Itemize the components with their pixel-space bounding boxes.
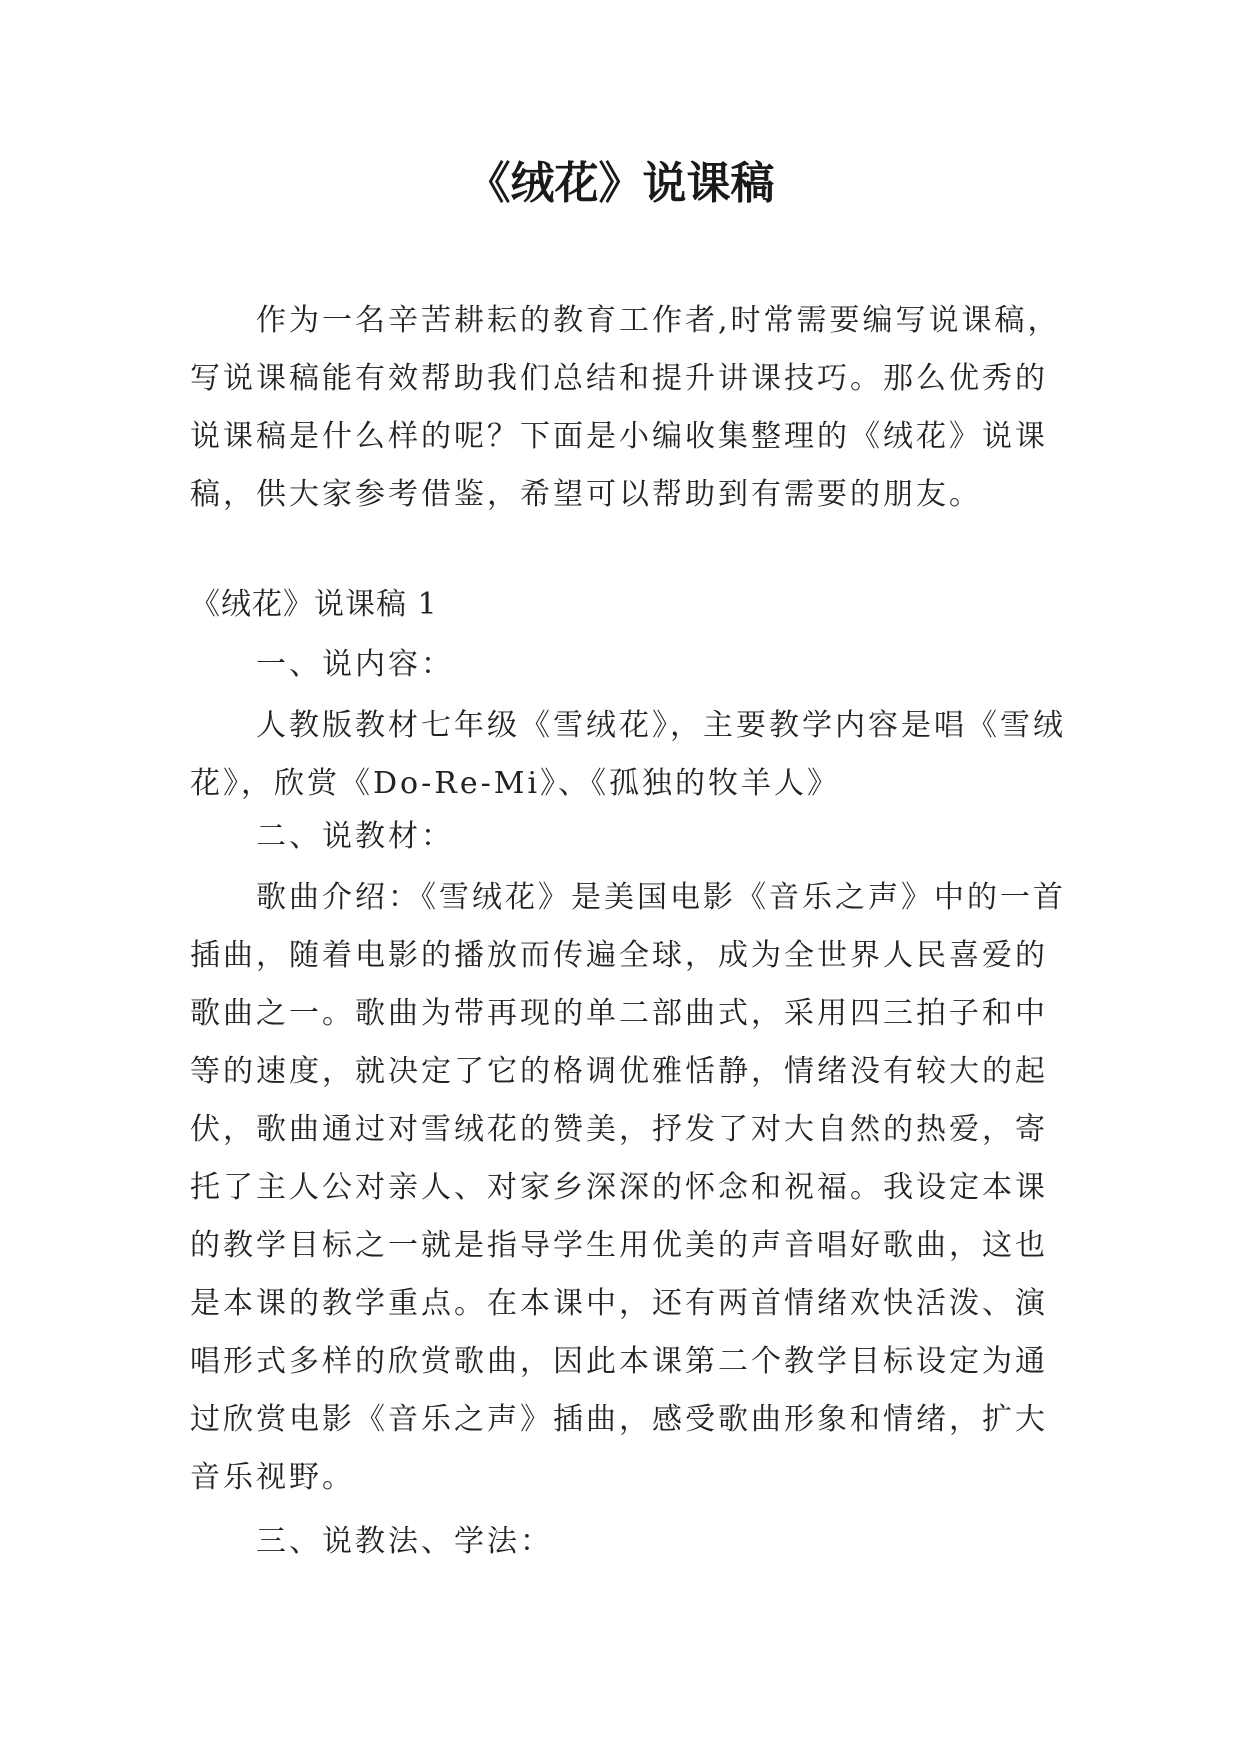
heading-teaching-material: 二、说教材：	[256, 819, 454, 854]
intro-paragraph: 作为一名辛苦耕耘的教育工作者,时常需要编写说课稿，写说课稿能有效帮助我们总结和提升讲课技巧。那么优秀的说课稿是什么样的呢？下面是小编收集整理的《绒花》说课稿，供大家参考借鉴，希望可以帮助到有需要的朋友。	[190, 303, 1061, 512]
heading-content: 一、说内容：	[256, 647, 454, 682]
heading-teaching-methods: 三、说教法、学法：	[256, 1524, 553, 1559]
teaching-material-paragraph: 歌曲介绍：《雪绒花》是美国电影《音乐之声》中的一首插曲，随着电影的播放而传遍全球，成为全世界人民喜爱的歌曲之一。歌曲为带再现的单二部曲式，采用四三拍子和中等的速度，就决定了它的格调优雅恬静，情绪没有较大的起伏，歌曲通过对雪绒花的赞美，抒发了对大自然的热爱，寄托了主人公对亲人、对家乡深深的怀念和祝福。我设定本课的教学目标之一就是指导学生用优美的声音唱好歌曲，这也是本课的教学重点。在本课中，还有两首情绪欢快活泼、演唱形式多样的欣赏歌曲，因此本课第二个教学目标设定为通过欣赏电影《音乐之声》插曲，感受歌曲形象和情绪，扩大音乐视野。	[190, 880, 1066, 1495]
document-title: 《绒花》说课稿	[466, 158, 775, 209]
section-heading: 《绒花》说课稿 1	[190, 587, 438, 622]
content-paragraph: 人教版教材七年级《雪绒花》，主要教学内容是唱《雪绒花》，欣赏《Do-Re-Mi》、《孤独的牧羊人》	[190, 708, 1066, 801]
